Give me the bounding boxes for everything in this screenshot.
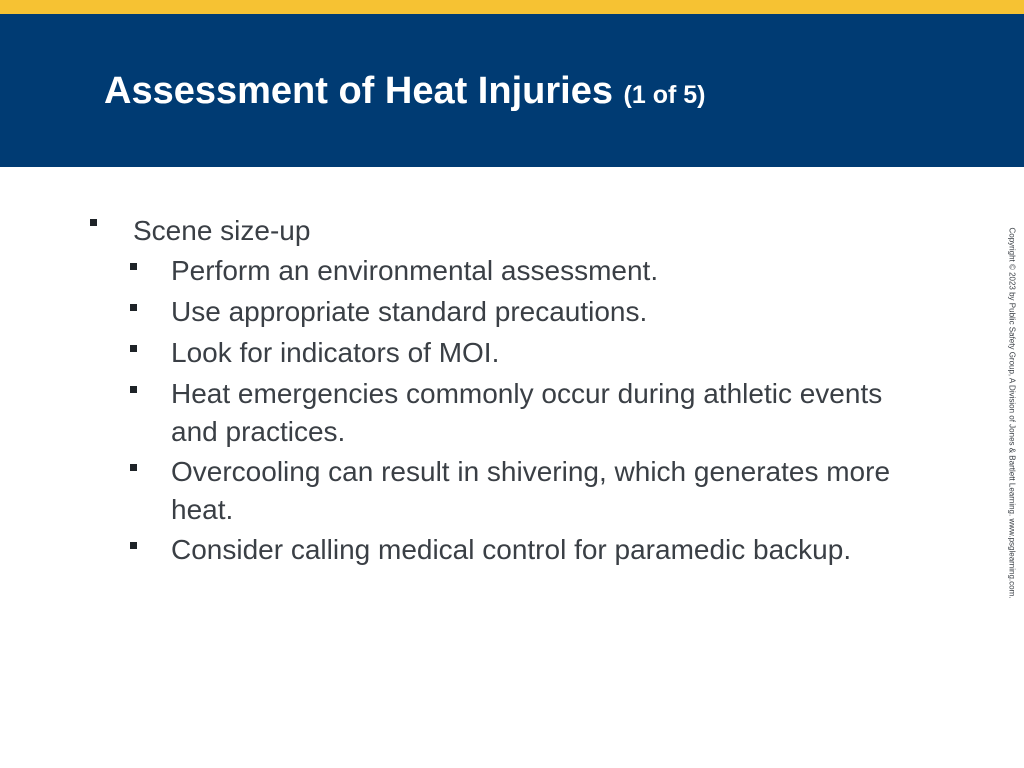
square-bullet-icon xyxy=(130,304,137,311)
square-bullet-icon xyxy=(130,542,137,549)
sub-bullet-text: Look for indicators of MOI. xyxy=(171,337,500,368)
copyright-notice: Copyright © 2023 by Public Safety Group, A Division of Jones & Bartlett Learning. www.psglearning.com. xyxy=(1007,227,1017,599)
slide-title-text: Assessment of Heat Injuries xyxy=(104,70,613,112)
square-bullet-icon xyxy=(130,345,137,352)
square-bullet-icon xyxy=(130,263,137,270)
sub-bullet-text: Use appropriate standard precautions. xyxy=(171,296,648,327)
slide-title-suffix: (1 of 5) xyxy=(623,81,706,109)
square-bullet-icon xyxy=(130,464,137,471)
bullet-text: Scene size-up xyxy=(133,215,311,246)
sub-bullet-text: Heat emergencies commonly occur during athletic events and practices. xyxy=(171,378,883,447)
sub-bullet-text: Perform an environmental assessment. xyxy=(171,255,659,286)
sub-bullet-text: Consider calling medical control for paramedic backup. xyxy=(171,534,852,565)
square-bullet-icon xyxy=(90,219,97,226)
sub-bullet-text: Overcooling can result in shivering, which generates more heat. xyxy=(171,456,891,525)
square-bullet-icon xyxy=(130,386,137,393)
